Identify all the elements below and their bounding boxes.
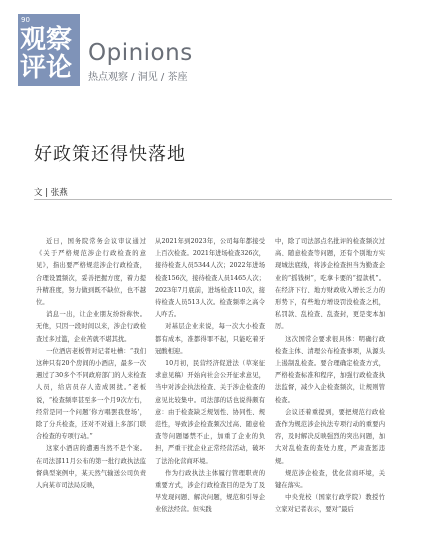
article-column-3: [275, 236, 385, 517]
article-column-2: [155, 236, 265, 517]
article-paragraph: 这次国常会要求很具体：明确行政检查主体、清理公布检查事项，从源头上遏制乱检查。要合理确定检查方式，严格检查标准和程序，加强行政检查执法监督，减少入企检查频次，让规则管检查。: [275, 335, 385, 404]
article-column-1: [36, 236, 146, 492]
article-title: 好政策还得快落地: [34, 144, 186, 165]
page-number: 90: [21, 16, 30, 24]
section-title-line1: 观察: [20, 25, 73, 55]
article-paragraph: 10月初，民营经济促进法（草案征求意见稿）开始向社会公开征求意见，当中对涉企执法检查、关于涉企检查的意见比较集中。司法部的话也说得颇有意：由于检查缺乏规划性、协同性、规范性，导致涉企检查频次过高、随意检查等问题屡禁不止，加重了企业的负担，严重干扰企业正常经营活动，破坏了法治化营商环境。: [155, 360, 265, 465]
article-paragraph: 这家小酒店的遭遇当然不是个案。在司法部11月公布的第一批行政执法监督典型案例中，某天然气输送公司负责人向某市司法局反映，: [36, 445, 146, 490]
section-english-title: Opinions: [88, 40, 193, 66]
article-paragraph: 中，除了司法部点名批评的检查频次过高、随意检查等问题，还有个别地方实现城法底线，将涉企检查担当为勤查企业的“摇钱树”，吃拿卡要的“提款机”。在经济下行、地方财政收入增长乏力的形势下，有些地方增设罚没检查之机，私罚款、乱检查、乱查封，更是变本加厉。: [275, 238, 385, 331]
article-paragraph: 对基层企业来说，每一次大小检查都有成本，准都得罪不起，只能吃着牙冠酸相迎。: [155, 323, 265, 355]
article-paragraph: 从2021年到2023年，公司每年都接受上百次检查。2021年进场检查326次，接待检查人员5344人次；2022年进场检查156次，接待检查人员1465人次；2023年7月底前，进场检查110次，接待检查人员513人次。检查频率之高令人咋舌。: [155, 238, 265, 319]
article-paragraph: 作为行政执法主体履行管理职责的重要方式，涉企行政检查目的是为了及早发现问题、解决问题，规范和引导企业依法经营。但实践: [155, 469, 265, 514]
section-title-line2: 评论: [20, 53, 73, 83]
article-paragraph: 近日，国务院常务会议审议通过《关于严格规范涉企行政检查的意见》，指出要严格规范涉企行政检查，合理设置频次，妥善把握方度，着力提升精准度，努力做到既不缺位，也不越位。: [36, 238, 146, 307]
title-divider: [34, 199, 392, 200]
section-header: [0, 0, 427, 88]
article-paragraph: 中央党校（国家行政学院）教授竹立家对记者表示，要对“最后: [275, 494, 385, 514]
section-title: [20, 26, 90, 82]
article-paragraph: 规范涉企检查，优化营商环境，关键在落实。: [275, 469, 385, 490]
section-subcategories: 热点观察 / 洞见 / 茶座: [88, 72, 188, 83]
article-paragraph: 一位酒店老板曾对记者吐槽：“我们这种只有20个房间的小酒店，最多一次遇过了30多个不同政府部门的人来检查人员，给店员存人造成困扰。”老板说，“检查频率甚至多一个月9次左右，经常是同一个问题‘你方唱罢我登场’，除了分兵检查，还对不对通上多部门联合检查的专项行动。”: [36, 347, 146, 441]
article-paragraph: 会议还着重提到，要把规范行政检查作为规范涉企执法专项行动的重要内容，及时解决反映强烈的突出问题，加大对乱检查的查处力度，严肃查惩违规。: [275, 408, 385, 465]
article-paragraph: 消息一出，让企业朋友纷纷称快。无他，只因一段时间以来，涉企行政检查过多过滥，企业苦就不堪其扰。: [36, 311, 146, 343]
article-byline: 文 | 张燕: [34, 188, 68, 198]
